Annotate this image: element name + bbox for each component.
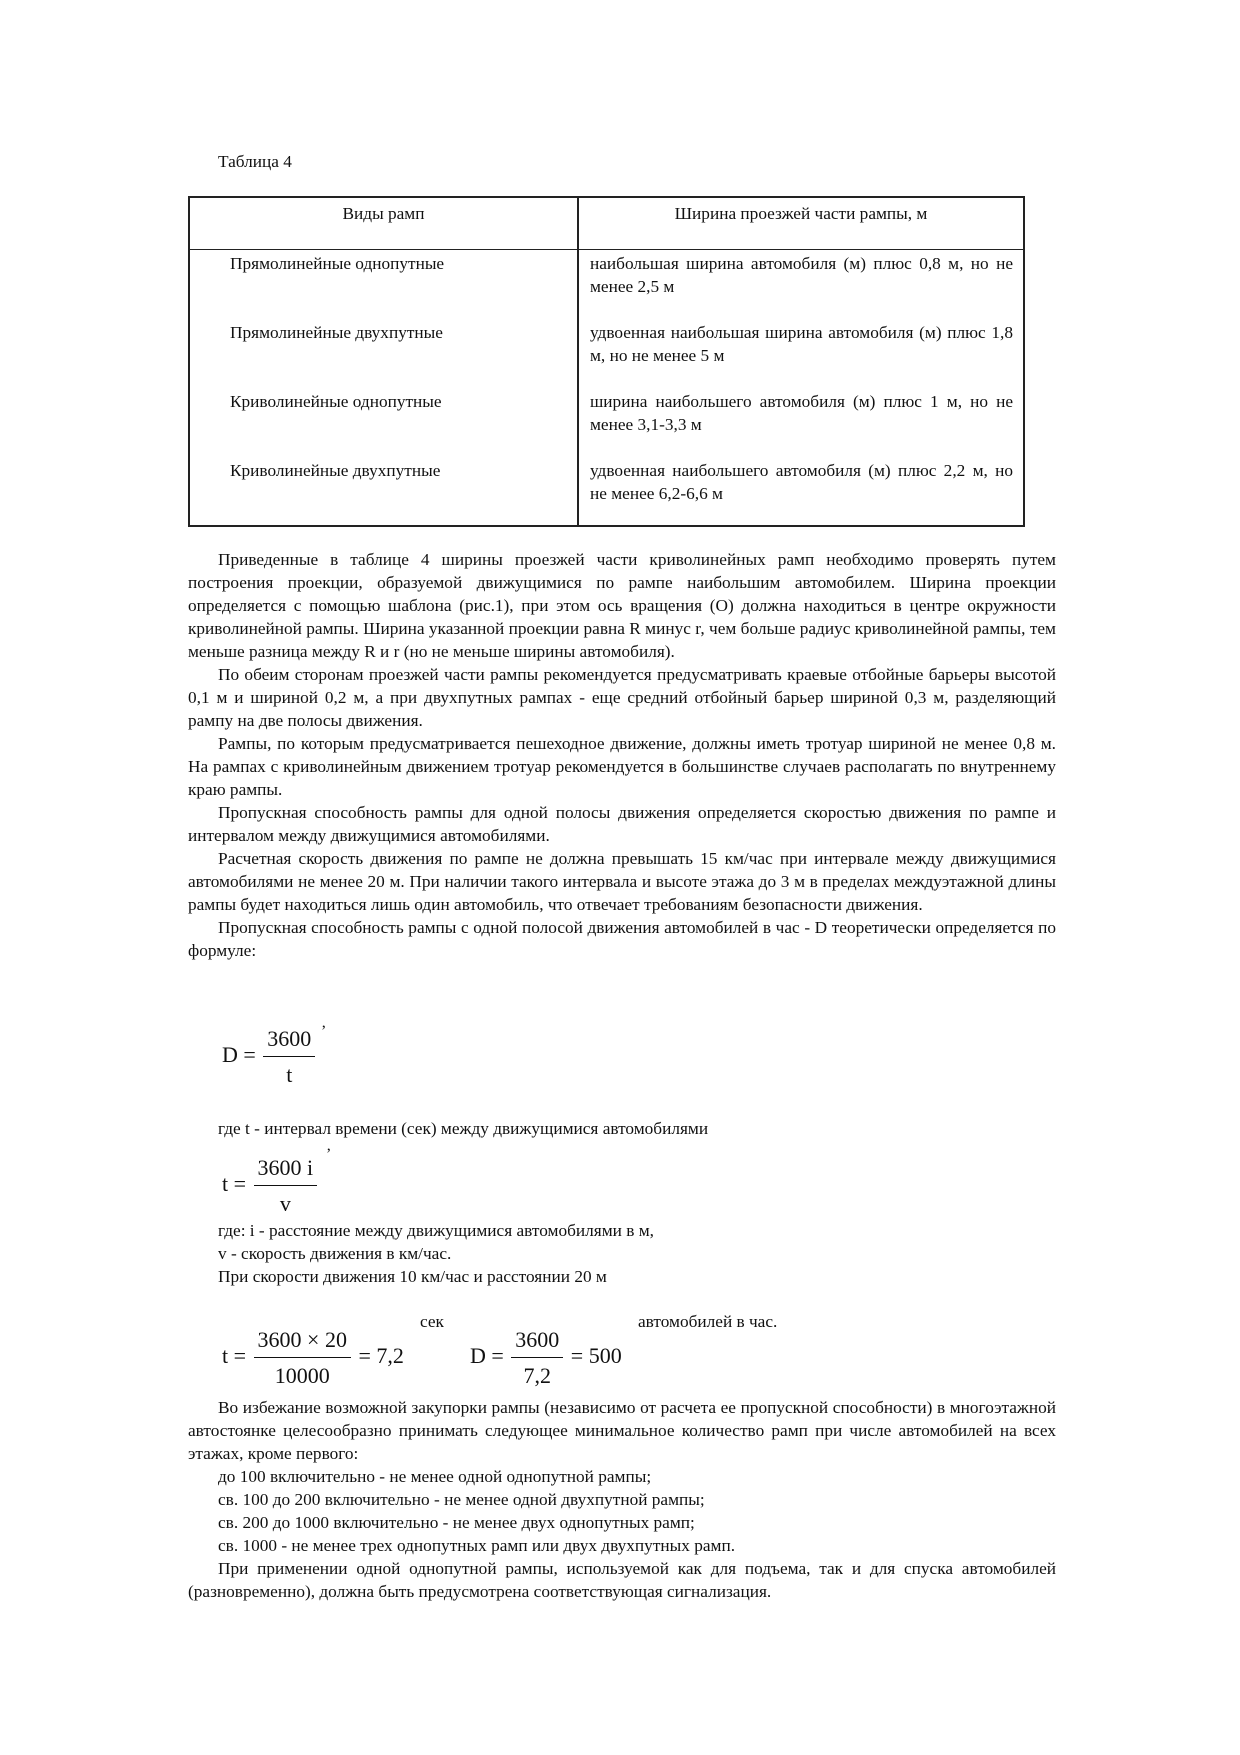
list-item: св. 100 до 200 включительно - не менее одной двухпутной рампы; — [218, 1490, 705, 1509]
cell-ramp-type: Прямолинейные однопутные — [189, 250, 578, 322]
cell-roadway-width: ширина наибольшего автомобиля (м) плюс 1 м, но не менее 3,1-3,3 м — [578, 390, 1024, 459]
header-roadway-width: Ширина проезжей части рампы, м — [578, 197, 1024, 250]
cell-ramp-type: Прямолинейные двухпутные — [189, 321, 578, 390]
formula-lhs: t = — [222, 1343, 247, 1369]
fraction — [263, 1025, 315, 1089]
list-item: св. 1000 - не менее трех однопутных рамп или двух двухпутных рамп. — [218, 1536, 736, 1555]
where-line: где: i - расстояние между движущимися автомобилями в м, — [218, 1221, 654, 1240]
denominator: v — [279, 1191, 291, 1216]
formula-d — [222, 1025, 317, 1089]
denominator: 10000 — [274, 1363, 330, 1388]
where-line: При скорости движения 10 км/час и расстоянии 20 м — [218, 1267, 607, 1286]
numerator: 3600 i — [254, 1154, 318, 1186]
paragraph: Во избежание возможной закупорки рампы (независимо от расчета ее пропускной способности) в многоэтажной автостоянке целесообразно принимать следующее минимальное количество рамп при числе автомобилей на всех этажах, кроме первого: — [188, 1398, 1056, 1463]
formula-result: = 7,2 — [358, 1343, 404, 1369]
closing-text — [188, 1396, 1056, 1603]
header-ramp-type: Виды рамп — [189, 197, 578, 250]
formula-result: = 500 — [570, 1343, 622, 1369]
fraction — [254, 1154, 318, 1218]
ramp-width-table — [188, 196, 1025, 527]
paragraph: Пропускная способность рампы для одной полосы движения определяется скоростью движения по рампе и интервалом между движущимися автомобилями. — [188, 803, 1056, 845]
list-item: до 100 включительно - не менее одной однопутной рампы; — [218, 1467, 652, 1486]
formula-mark: ’ — [326, 1146, 332, 1163]
cell-ramp-type: Криволинейные однопутные — [189, 390, 578, 459]
denominator: 7,2 — [523, 1363, 552, 1388]
paragraph: Приведенные в таблице 4 ширины проезжей части криволинейных рамп необходимо проверять путем построения проекции, образуемой движущимися по рампе наибольшим автомобилем. Ширина проекции определяется с помощью шаблона (рис.1), при этом ось вращения (О) должна находиться в центре окружности криволинейной рампы. Ширина указанной проекции равна R минус r, чем больше радиус криволинейной рампы, тем меньше разница между R и r (но не меньше ширины автомобиля). — [188, 550, 1056, 661]
denominator: t — [286, 1062, 293, 1087]
cell-roadway-width: удвоенная наибольшего автомобиля (м) плюс 2,2 м, но не менее 6,2-6,6 м — [578, 459, 1024, 526]
cell-roadway-width: наибольшая ширина автомобиля (м) плюс 0,8 м, но не менее 2,5 м — [578, 250, 1024, 322]
formula-mark: ’ — [321, 1023, 327, 1040]
cell-ramp-type: Криволинейные двухпутные — [189, 459, 578, 526]
paragraph: По обеим сторонам проезжей части рампы рекомендуется предусматривать краевые отбойные барьеры высотой 0,1 м и шириной 0,2 м, а при двухпутных рампах - еще средний отбойный барьер шириной 0,3 м, разделяющий рампу на две полосы движения. — [188, 665, 1056, 730]
calc-t — [222, 1326, 404, 1390]
table-caption: Таблица 4 — [218, 152, 292, 171]
fraction — [254, 1326, 351, 1390]
numerator: 3600 × 20 — [254, 1326, 351, 1358]
table-row — [189, 250, 1024, 322]
paragraph: Пропускная способность рампы с одной полосой движения автомобилей в час - D теоретически определяется по формуле: — [188, 918, 1056, 960]
list-item: св. 200 до 1000 включительно - не менее двух однопутных рамп; — [218, 1513, 695, 1532]
table-header-row — [189, 197, 1024, 250]
cell-roadway-width: удвоенная наибольшая ширина автомобиля (м) плюс 1,8 м, но не менее 5 м — [578, 321, 1024, 390]
fraction — [511, 1326, 563, 1390]
formula-lhs: D = — [470, 1343, 504, 1369]
body-text — [188, 548, 1056, 962]
paragraph: Расчетная скорость движения по рампе не должна превышать 15 км/час при интервале между движущимися автомобилями не менее 20 м. При наличии такого интервала и высоте этажа до 3 м в пределах междуэтажной длины рампы будет находиться лишь один автомобиль, что отвечает требованиям безопасности движения. — [188, 849, 1056, 914]
paragraph: При применении одной однопутной рампы, используемой как для подъема, так и для спуска автомобилей (разновременно), должна быть предусмотрена соответствующая сигнализация. — [188, 1559, 1056, 1601]
paragraph: Рампы, по которым предусматривается пешеходное движение, должны иметь тротуар шириной не менее 0,8 м. На рампах с криволинейным движением тротуар рекомендуется в большинстве случаев располагать по внутреннему краю рампы. — [188, 734, 1056, 799]
numerator: 3600 — [511, 1326, 563, 1358]
calc-d — [470, 1326, 622, 1390]
formula-lhs: D = — [222, 1042, 256, 1068]
where-lines — [188, 1219, 654, 1288]
where-line: v - скорость движения в км/час. — [218, 1244, 452, 1263]
table-row — [189, 321, 1024, 390]
table-row — [189, 459, 1024, 526]
where-t-text: где t - интервал времени (сек) между движущимися автомобилями — [218, 1119, 709, 1138]
formula-lhs: t = — [222, 1171, 247, 1197]
unit-cars-per-hour: автомобилей в час. — [638, 1312, 778, 1331]
numerator: 3600 — [263, 1025, 315, 1057]
unit-seconds: сек — [420, 1312, 444, 1331]
table-row — [189, 390, 1024, 459]
formula-t — [222, 1154, 319, 1218]
